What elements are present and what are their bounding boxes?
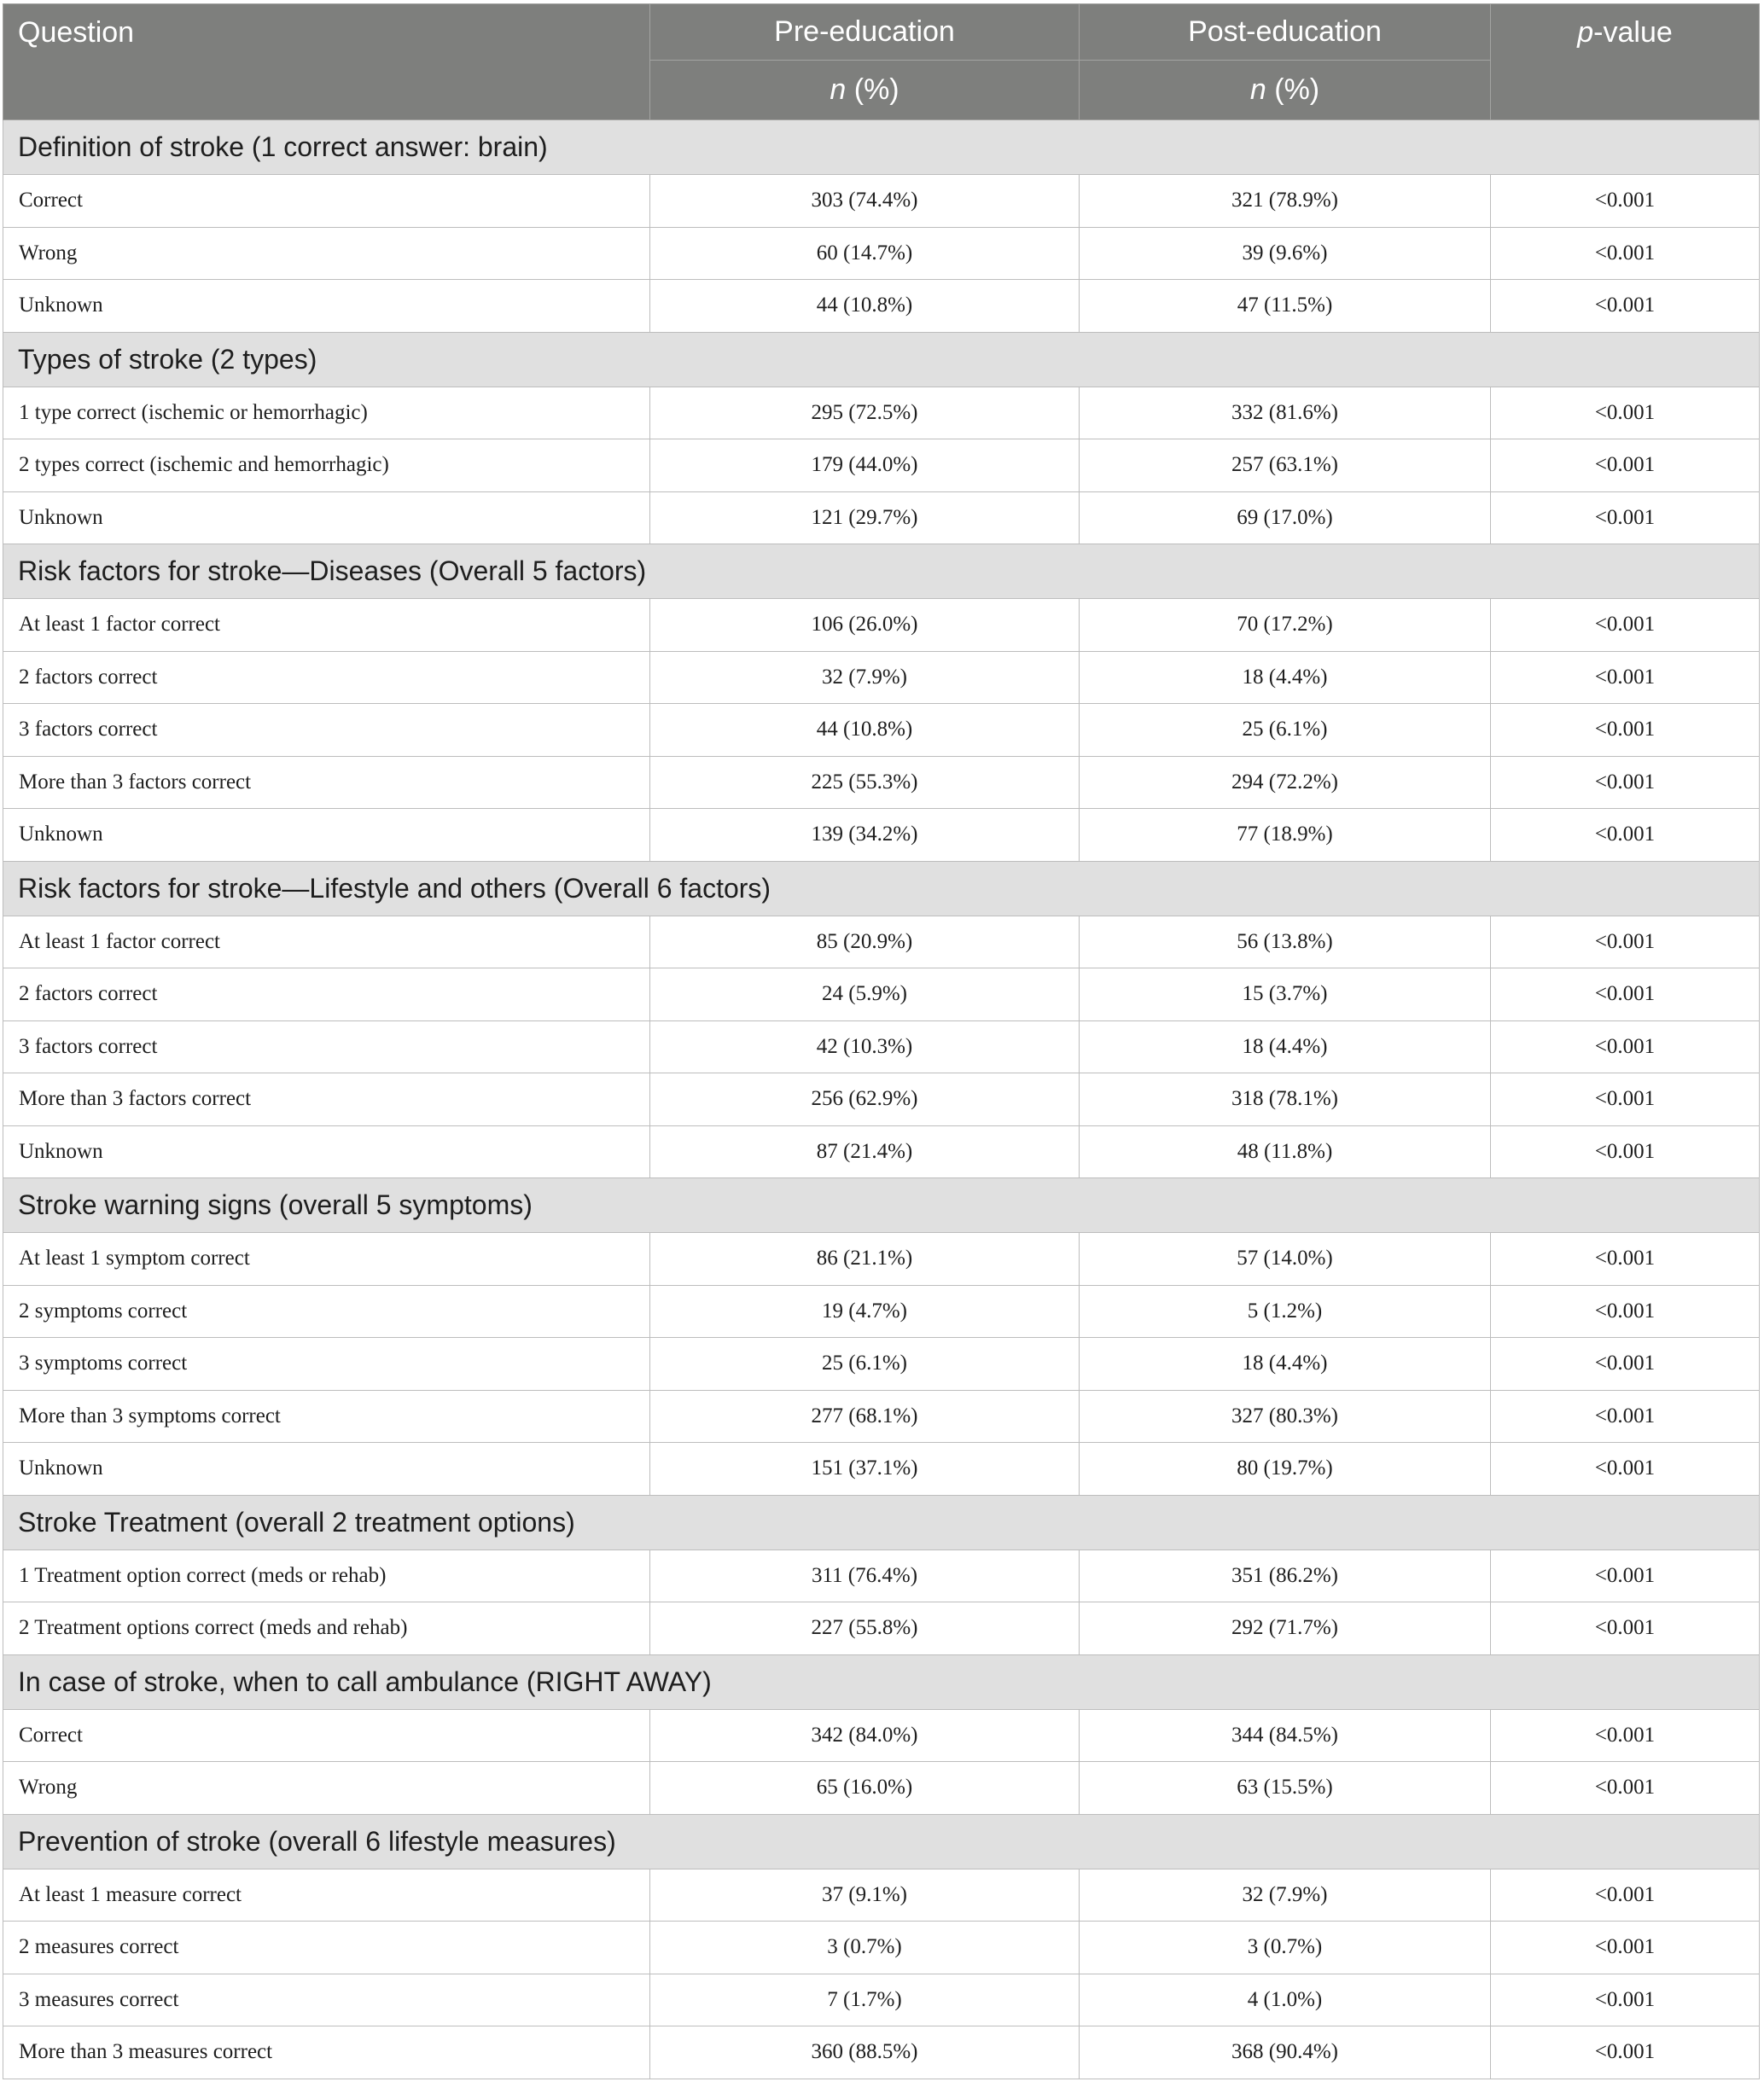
- pre-value: 86 (21.1%): [650, 1233, 1080, 1286]
- p-value: <0.001: [1491, 175, 1760, 228]
- post-value: 294 (72.2%): [1080, 756, 1491, 809]
- table-row: [3, 387, 1760, 439]
- table-row: [3, 1073, 1760, 1126]
- post-value: 18 (4.4%): [1080, 1338, 1491, 1391]
- row-label: 2 symptoms correct: [3, 1285, 650, 1338]
- p-value: <0.001: [1491, 1073, 1760, 1126]
- pre-value: 19 (4.7%): [650, 1285, 1080, 1338]
- p-value: <0.001: [1491, 227, 1760, 280]
- p-value: <0.001: [1491, 1869, 1760, 1922]
- row-label: 3 factors correct: [3, 704, 650, 757]
- p-value: <0.001: [1491, 1285, 1760, 1338]
- row-label: 2 types correct (ischemic and hemorrhagic): [3, 439, 650, 492]
- row-label: Correct: [3, 175, 650, 228]
- header-pre-n-percent: [650, 61, 1080, 120]
- pre-value: 87 (21.4%): [650, 1125, 1080, 1178]
- table-row: [3, 651, 1760, 704]
- pre-value: 311 (76.4%): [650, 1550, 1080, 1602]
- p-value: <0.001: [1491, 1125, 1760, 1178]
- row-label: 1 Treatment option correct (meds or rehab): [3, 1550, 650, 1602]
- row-label: 1 type correct (ischemic or hemorrhagic): [3, 387, 650, 439]
- table-row: [3, 704, 1760, 757]
- table-row: [3, 756, 1760, 809]
- table-row: [3, 1974, 1760, 2026]
- post-value: 32 (7.9%): [1080, 1869, 1491, 1922]
- post-value: 318 (78.1%): [1080, 1073, 1491, 1126]
- post-value: 18 (4.4%): [1080, 1020, 1491, 1073]
- post-value: 77 (18.9%): [1080, 809, 1491, 862]
- pre-value: 121 (29.7%): [650, 491, 1080, 544]
- section-title: Definition of stroke (1 correct answer: brain): [3, 120, 1760, 175]
- table-row: [3, 968, 1760, 1021]
- pre-value: 360 (88.5%): [650, 2026, 1080, 2079]
- section-row: [3, 120, 1760, 175]
- p-value: <0.001: [1491, 1443, 1760, 1496]
- row-label: 3 factors correct: [3, 1020, 650, 1073]
- post-value: 344 (84.5%): [1080, 1709, 1491, 1762]
- post-value: 4 (1.0%): [1080, 1974, 1491, 2026]
- pre-value: 106 (26.0%): [650, 599, 1080, 652]
- table-row: [3, 1233, 1760, 1286]
- section-title: In case of stroke, when to call ambulance (RIGHT AWAY): [3, 1654, 1760, 1709]
- section-row: [3, 861, 1760, 916]
- post-value: 56 (13.8%): [1080, 916, 1491, 968]
- p-value: <0.001: [1491, 968, 1760, 1021]
- pre-value: 24 (5.9%): [650, 968, 1080, 1021]
- post-value: 57 (14.0%): [1080, 1233, 1491, 1286]
- header-question: Question: [3, 4, 650, 120]
- post-value: 257 (63.1%): [1080, 439, 1491, 492]
- table-row: [3, 1285, 1760, 1338]
- section-title: Types of stroke (2 types): [3, 332, 1760, 387]
- pre-value: 295 (72.5%): [650, 387, 1080, 439]
- row-label: More than 3 factors correct: [3, 1073, 650, 1126]
- post-value: 69 (17.0%): [1080, 491, 1491, 544]
- pre-value: 227 (55.8%): [650, 1602, 1080, 1655]
- p-value: <0.001: [1491, 1602, 1760, 1655]
- row-label: Unknown: [3, 280, 650, 333]
- pre-value: 25 (6.1%): [650, 1338, 1080, 1391]
- n-rest: (%): [846, 73, 899, 106]
- post-value: 3 (0.7%): [1080, 1922, 1491, 1974]
- row-label: Correct: [3, 1709, 650, 1762]
- table-row: [3, 599, 1760, 652]
- post-value: 368 (90.4%): [1080, 2026, 1491, 2079]
- p-value: <0.001: [1491, 387, 1760, 439]
- n-italic: n: [830, 73, 847, 106]
- table-row: [3, 1338, 1760, 1391]
- table-header: [3, 4, 1760, 120]
- p-value: <0.001: [1491, 1550, 1760, 1602]
- row-label: At least 1 factor correct: [3, 599, 650, 652]
- row-label: Unknown: [3, 1125, 650, 1178]
- post-value: 351 (86.2%): [1080, 1550, 1491, 1602]
- p-italic: p: [1577, 16, 1594, 49]
- header-p-value: [1491, 4, 1760, 120]
- table-row: [3, 280, 1760, 333]
- section-row: [3, 332, 1760, 387]
- row-label: 2 factors correct: [3, 968, 650, 1021]
- row-label: 3 symptoms correct: [3, 1338, 650, 1391]
- pre-value: 225 (55.3%): [650, 756, 1080, 809]
- table-row: [3, 809, 1760, 862]
- section-title: Prevention of stroke (overall 6 lifestyle measures): [3, 1814, 1760, 1869]
- pre-value: 60 (14.7%): [650, 227, 1080, 280]
- p-value: <0.001: [1491, 1709, 1760, 1762]
- p-value: <0.001: [1491, 1762, 1760, 1815]
- pre-value: 277 (68.1%): [650, 1390, 1080, 1443]
- post-value: 332 (81.6%): [1080, 387, 1491, 439]
- header-pre-education: Pre-education: [650, 4, 1080, 61]
- post-value: 327 (80.3%): [1080, 1390, 1491, 1443]
- p-value: <0.001: [1491, 756, 1760, 809]
- table-body: [3, 120, 1760, 2079]
- section-row: [3, 544, 1760, 599]
- p-value: <0.001: [1491, 1922, 1760, 1974]
- section-row: [3, 1654, 1760, 1709]
- row-label: 2 factors correct: [3, 651, 650, 704]
- row-label: Wrong: [3, 227, 650, 280]
- pre-value: 303 (74.4%): [650, 175, 1080, 228]
- section-title: Risk factors for stroke—Diseases (Overall 5 factors): [3, 544, 1760, 599]
- post-value: 18 (4.4%): [1080, 651, 1491, 704]
- pre-value: 65 (16.0%): [650, 1762, 1080, 1815]
- post-value: 25 (6.1%): [1080, 704, 1491, 757]
- p-value: <0.001: [1491, 916, 1760, 968]
- table-row: [3, 1602, 1760, 1655]
- section-row: [3, 1495, 1760, 1550]
- p-value: <0.001: [1491, 2026, 1760, 2079]
- pre-value: 37 (9.1%): [650, 1869, 1080, 1922]
- post-value: 39 (9.6%): [1080, 227, 1491, 280]
- post-value: 70 (17.2%): [1080, 599, 1491, 652]
- row-label: At least 1 factor correct: [3, 916, 650, 968]
- row-label: Unknown: [3, 809, 650, 862]
- p-value: <0.001: [1491, 491, 1760, 544]
- table-row: [3, 491, 1760, 544]
- post-value: 292 (71.7%): [1080, 1602, 1491, 1655]
- n-rest: (%): [1266, 73, 1320, 106]
- pre-value: 7 (1.7%): [650, 1974, 1080, 2026]
- row-label: 2 measures correct: [3, 1922, 650, 1974]
- p-value: <0.001: [1491, 439, 1760, 492]
- results-table: [3, 3, 1760, 2079]
- table-row: [3, 1443, 1760, 1496]
- p-rest: -value: [1593, 16, 1673, 49]
- table-row: [3, 1922, 1760, 1974]
- n-italic: n: [1249, 73, 1266, 106]
- post-value: 80 (19.7%): [1080, 1443, 1491, 1496]
- post-value: 321 (78.9%): [1080, 175, 1491, 228]
- p-value: <0.001: [1491, 1338, 1760, 1391]
- table-row: [3, 1390, 1760, 1443]
- row-label: 2 Treatment options correct (meds and rehab): [3, 1602, 650, 1655]
- pre-value: 139 (34.2%): [650, 809, 1080, 862]
- pre-value: 151 (37.1%): [650, 1443, 1080, 1496]
- table-row: [3, 1020, 1760, 1073]
- pre-value: 44 (10.8%): [650, 704, 1080, 757]
- post-value: 47 (11.5%): [1080, 280, 1491, 333]
- row-label: At least 1 measure correct: [3, 1869, 650, 1922]
- row-label: Unknown: [3, 491, 650, 544]
- post-value: 5 (1.2%): [1080, 1285, 1491, 1338]
- p-value: <0.001: [1491, 809, 1760, 862]
- row-label: Wrong: [3, 1762, 650, 1815]
- p-value: <0.001: [1491, 704, 1760, 757]
- p-value: <0.001: [1491, 1974, 1760, 2026]
- p-value: <0.001: [1491, 280, 1760, 333]
- table-row: [3, 1550, 1760, 1602]
- table-row: [3, 227, 1760, 280]
- row-label: Unknown: [3, 1443, 650, 1496]
- row-label: 3 measures correct: [3, 1974, 650, 2026]
- post-value: 48 (11.8%): [1080, 1125, 1491, 1178]
- table-row: [3, 175, 1760, 228]
- p-value: <0.001: [1491, 1020, 1760, 1073]
- row-label: At least 1 symptom correct: [3, 1233, 650, 1286]
- post-value: 63 (15.5%): [1080, 1762, 1491, 1815]
- row-label: More than 3 factors correct: [3, 756, 650, 809]
- table-row: [3, 1762, 1760, 1815]
- table-row: [3, 916, 1760, 968]
- pre-value: 85 (20.9%): [650, 916, 1080, 968]
- p-value: <0.001: [1491, 1233, 1760, 1286]
- section-row: [3, 1814, 1760, 1869]
- pre-value: 32 (7.9%): [650, 651, 1080, 704]
- header-post-education: Post-education: [1080, 4, 1491, 61]
- table-row: [3, 1125, 1760, 1178]
- pre-value: 44 (10.8%): [650, 280, 1080, 333]
- p-value: <0.001: [1491, 651, 1760, 704]
- row-label: More than 3 symptoms correct: [3, 1390, 650, 1443]
- pre-value: 3 (0.7%): [650, 1922, 1080, 1974]
- row-label: More than 3 measures correct: [3, 2026, 650, 2079]
- header-post-n-percent: [1080, 61, 1491, 120]
- p-value: <0.001: [1491, 1390, 1760, 1443]
- pre-value: 42 (10.3%): [650, 1020, 1080, 1073]
- section-title: Risk factors for stroke—Lifestyle and others (Overall 6 factors): [3, 861, 1760, 916]
- section-title: Stroke Treatment (overall 2 treatment options): [3, 1495, 1760, 1550]
- table-row: [3, 1709, 1760, 1762]
- table-row: [3, 2026, 1760, 2079]
- pre-value: 179 (44.0%): [650, 439, 1080, 492]
- section-row: [3, 1178, 1760, 1233]
- p-value: <0.001: [1491, 599, 1760, 652]
- section-title: Stroke warning signs (overall 5 symptoms): [3, 1178, 1760, 1233]
- pre-value: 342 (84.0%): [650, 1709, 1080, 1762]
- table-row: [3, 1869, 1760, 1922]
- pre-value: 256 (62.9%): [650, 1073, 1080, 1126]
- table-row: [3, 439, 1760, 492]
- post-value: 15 (3.7%): [1080, 968, 1491, 1021]
